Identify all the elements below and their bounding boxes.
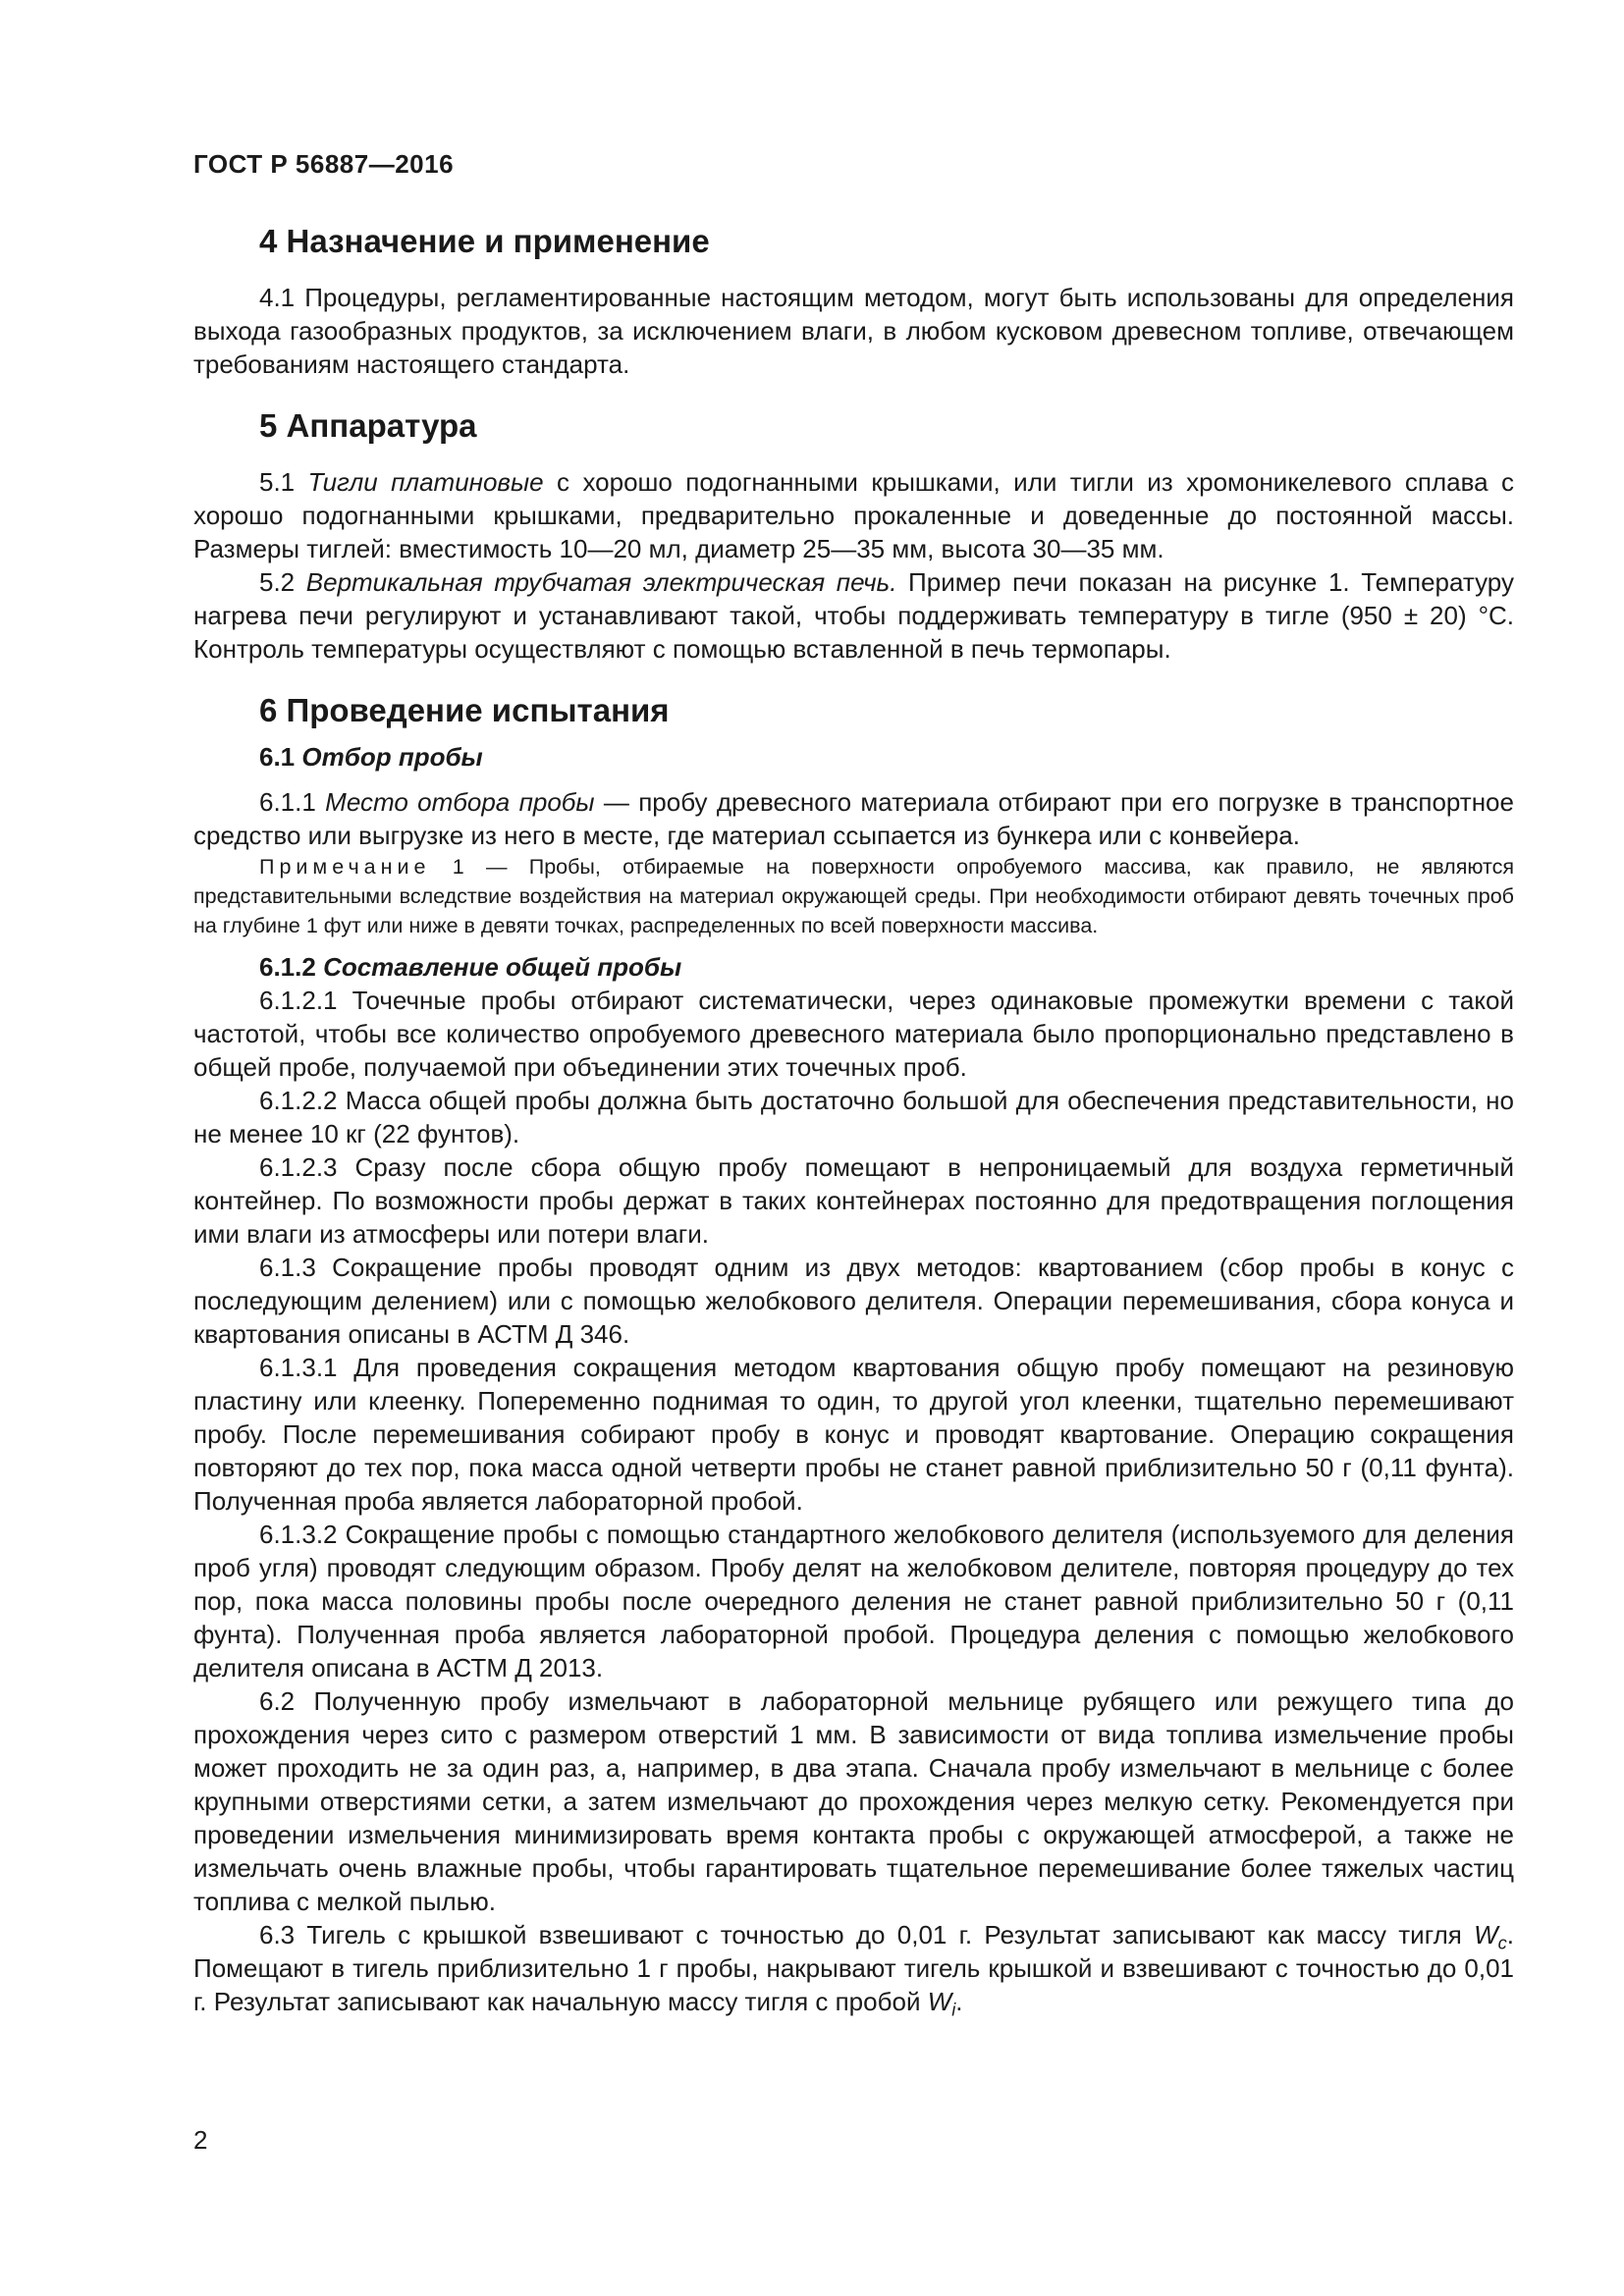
paragraph-6-3: 6.3 Тигель с крышкой взвешивают с точностью до 0,01 г. Результат записывают как массу тигля $W_c$. Помещают в тигель приблизительно 1 г пробы, накрывают тигель крышкой и взвешивают с точностью до 0,01 г. Результат записывают как начальную массу тигля с пробой $W_i$. bbox=[193, 1920, 1514, 2020]
paragraph-6-1-3-2: 6.1.3.2 Сокращение пробы с помощью стандартного желобкового делителя (используемого для деления проб угля) проводят следующим образом. Пробу делят на желобковом делителе, повторяя процедуру до тех пор, пока масса половины пробы после очередного деления не станет равной приблизительно 50 г (0,11 фунта). Полученная проба является лабораторной пробой. Процедура деления с помощью желобкового делителя описана в АСТМ Д 2013. bbox=[193, 1520, 1514, 1682]
term-sampling-place: Место отбора пробы bbox=[325, 787, 595, 817]
page-number: 2 bbox=[193, 2125, 208, 2155]
paragraph-6-1-1: 6.1.1 Место отбора пробы — пробу древесного материала отбирают при его погрузке в транспортное средство или выгрузке из него в месте, где материал ссыпается из бункера или с конвейера. bbox=[193, 787, 1514, 850]
paragraph-5-2: 5.2 Вертикальная трубчатая электрическая печь. Пример печи показан на рисунке 1. Температуру нагрева печи регулируют и устанавливают такой, чтобы поддерживать температуру в тигле (950 ± 20) °С. Контроль температуры осуществляют с помощью вставленной в печь термопары. bbox=[193, 567, 1514, 664]
note-label: Примечание bbox=[259, 855, 431, 879]
paragraph-6-1-3-1: 6.1.3.1 Для проведения сокращения методом квартования общую пробу помещают на резиновую пластину или клеенку. Попеременно поднимая то один, то другой угол клеенки, тщательно перемешивают пробу. После перемешивания собирают пробу в конус и проводят квартование. Операцию сокращения повторяют до тех пор, пока масса одной четверти пробы не станет равной приблизительно 50 г (0,11 фунта). Полученная проба является лабораторной пробой. bbox=[193, 1353, 1514, 1516]
variable-wi: W bbox=[927, 1987, 952, 2016]
paragraph-6-1-2-3: 6.1.2.3 Сразу после сбора общую пробу помещают в непроницаемый для воздуха герметичный контейнер. По возможности пробы держат в таких контейнерах постоянно для предотвращения поглощения ими влаги из атмосферы или потери влаги. bbox=[193, 1152, 1514, 1249]
document-body bbox=[193, 222, 1514, 2018]
paragraph-6-1-3: 6.1.3 Сокращение пробы проводят одним из двух методов: квартованием (сбор пробы в конус с последующим делением) или с помощью желобкового делителя. Операции перемешивания, сбора конуса и квартования описаны в АСТМ Д 346. bbox=[193, 1253, 1514, 1349]
paragraph-6-1-2-1: 6.1.2.1 Точечные пробы отбирают систематически, через одинаковые промежутки времени с такой частотой, чтобы все количество опробуемого древесного материала было пропорционально представлено в общей пробе, получаемой при объединении этих точечных проб. bbox=[193, 986, 1514, 1082]
paragraph-6-1-2-2: 6.1.2.2 Масса общей пробы должна быть достаточно большой для обеспечения представительности, но не менее 10 кг (22 фунтов). bbox=[193, 1086, 1514, 1148]
paragraph-6-2: 6.2 Полученную пробу измельчают в лабораторной мельнице рубящего или режущего типа до прохождения через сито с размером отверстий 1 мм. В зависимости от вида топлива измельчение пробы может проходить не за один раз, а, например, в два этапа. Сначала пробу измельчают в мельнице с более крупными отверстиями сетки, а затем измельчают до прохождения через мелкую сетку. Рекомендуется при проведении измельчения минимизировать время контакта пробы с окружающей атмосферой, а также не измельчать очень влажные пробы, чтобы гарантировать тщательное перемешивание более тяжелых частиц топлива с мелкой пылью. bbox=[193, 1686, 1514, 1916]
subsection-6-1-heading: 6.1 Отбор пробы bbox=[259, 742, 483, 772]
term-furnace: Вертикальная трубчатая электрическая печь. bbox=[305, 567, 897, 597]
variable-wc: W bbox=[1474, 1920, 1498, 1949]
paragraph-4-1: 4.1 Процедуры, регламентированные настоящим методом, могут быть использованы для определения выхода газообразных продуктов, за исключением влаги, в любом кусковом древесном топливе, отвечающем требованиям настоящего стандарта. bbox=[193, 283, 1514, 379]
section-5-heading: 5 Аппаратура bbox=[259, 407, 477, 444]
section-4-heading: 4 Назначение и применение bbox=[259, 223, 710, 259]
paragraph-5-1: 5.1 Тигли платиновые с хорошо подогнанными крышками, или тигли из хромоникелевого сплава с хорошо подогнанными крышками, предварительно прокаленные и доведенные до постоянной массы. Размеры тиглей: вместимость 10—20 мл, диаметр 25—35 мм, высота 30—35 мм. bbox=[193, 467, 1515, 563]
document-header: ГОСТ Р 56887—2016 bbox=[193, 149, 455, 179]
subsection-6-1-2-heading: 6.1.2 Составление общей пробы bbox=[259, 952, 682, 982]
section-6-heading: 6 Проведение испытания bbox=[259, 692, 670, 728]
term-crucibles: Тигли платиновые bbox=[307, 467, 544, 497]
note-1: Примечание 1 — Пробы, отбираемые на поверхности опробуемого массива, как правило, не являются представительными вследствие воздействия на материал окружающей среды. При необходимости отбирают девять точечных проб на глубине 1 фут или ниже в девяти точках, распределенных по всей поверхности массива. bbox=[193, 855, 1514, 937]
